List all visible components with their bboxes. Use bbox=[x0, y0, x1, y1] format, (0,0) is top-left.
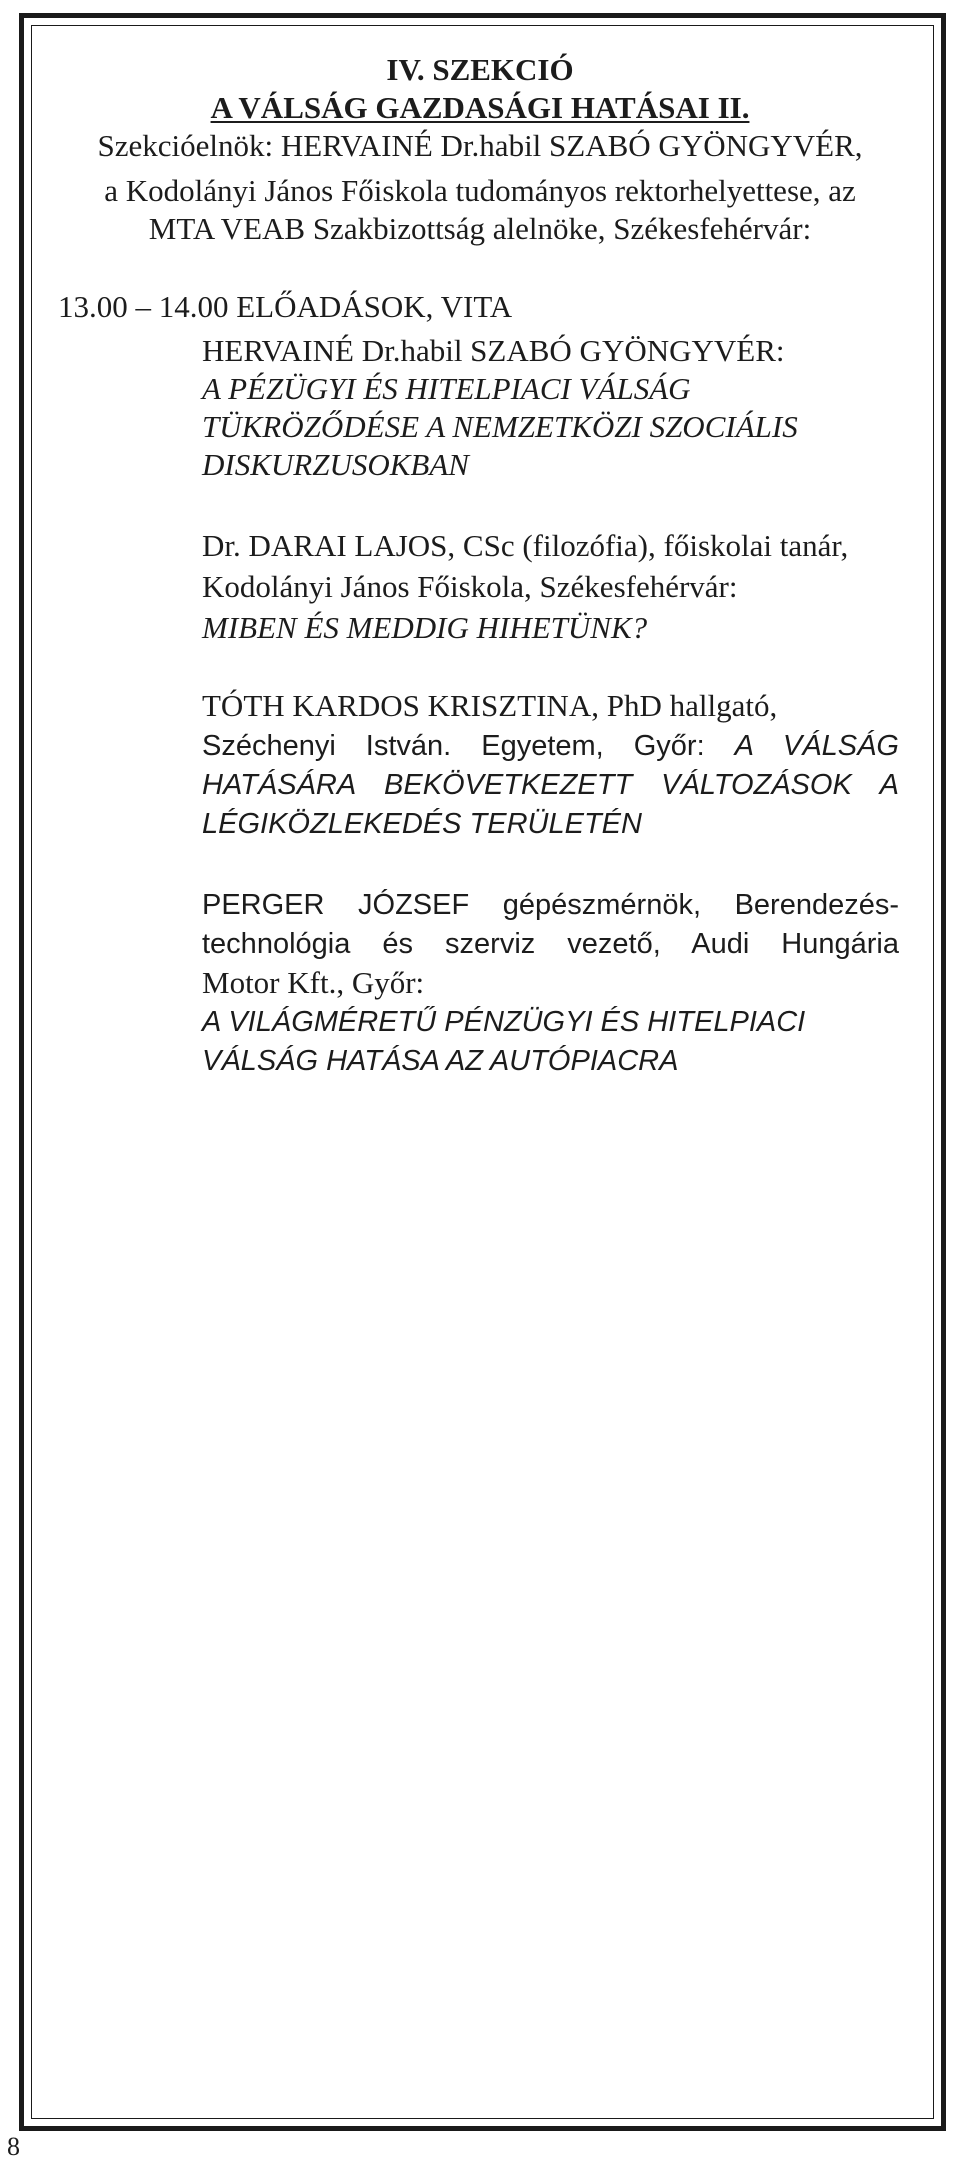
talk-4-speaker-line-1: PERGER JÓZSEF gépészmérnök, Berendezés- bbox=[202, 889, 899, 921]
talk-3-title-line-3: LÉGIKÖZLEKEDÉS TERÜLETÉN bbox=[202, 808, 642, 840]
talk-1-title-line-2: TÜKRÖZŐDÉSE A NEMZETKÖZI SZOCIÁLIS bbox=[202, 409, 798, 444]
talk-3-speaker-line-1: TÓTH KARDOS KRISZTINA, PhD hallgató, bbox=[202, 688, 778, 723]
section-subtitle: A VÁLSÁG GAZDASÁGI HATÁSAI II. bbox=[210, 90, 750, 125]
talk-1-speaker: HERVAINÉ Dr.habil SZABÓ GYÖNGYVÉR: bbox=[202, 333, 785, 368]
talk-4-speaker-line-3: Motor Kft., Győr: bbox=[202, 965, 425, 1000]
talk-3-speaker-line-2 bbox=[202, 728, 899, 764]
talk-1-title-line-3: DISKURZUSOKBAN bbox=[202, 447, 469, 482]
talk-3-affiliation: Széchenyi István. Egyetem, Győr: bbox=[202, 730, 705, 762]
talk-1-title-line-1: A PÉZÜGYI ÉS HITELPIACI VÁLSÁG bbox=[202, 371, 691, 406]
section-title: IV. SZEKCIÓ bbox=[386, 52, 574, 87]
page-number: 8 bbox=[7, 2132, 20, 2161]
talk-2-speaker-line-2: Kodolányi János Főiskola, Székesfehérvár: bbox=[202, 569, 738, 604]
talk-3-title-start: A VÁLSÁG bbox=[734, 730, 899, 762]
talk-4-title-line-1: A VILÁGMÉRETŰ PÉNZÜGYI ÉS HITELPIACI bbox=[202, 1006, 806, 1038]
section-chair-line-1: Szekcióelnök: HERVAINÉ Dr.habil SZABÓ GYÖNGYVÉR, bbox=[97, 128, 863, 163]
talk-2-title-line-1: MIBEN ÉS MEDDIG HIHETÜNK? bbox=[202, 610, 648, 645]
schedule-time-heading: 13.00 – 14.00 ELŐADÁSOK, VITA bbox=[58, 289, 513, 324]
talk-2-speaker-line-1: Dr. DARAI LAJOS, CSc (filozófia), főiskolai tanár, bbox=[202, 528, 849, 563]
talk-4-speaker-line-2: technológia és szerviz vezető, Audi Hungária bbox=[202, 928, 899, 960]
talk-3-title-line-2: HATÁSÁRA BEKÖVETKEZETT VÁLTOZÁSOK A bbox=[202, 769, 899, 801]
section-chair-line-3: MTA VEAB Szakbizottság alelnöke, Székesfehérvár: bbox=[148, 211, 812, 246]
talk-4-title-line-2: VÁLSÁG HATÁSA AZ AUTÓPIACRA bbox=[202, 1045, 679, 1077]
section-chair-line-2: a Kodolányi János Főiskola tudományos rektorhelyettese, az bbox=[104, 173, 856, 208]
